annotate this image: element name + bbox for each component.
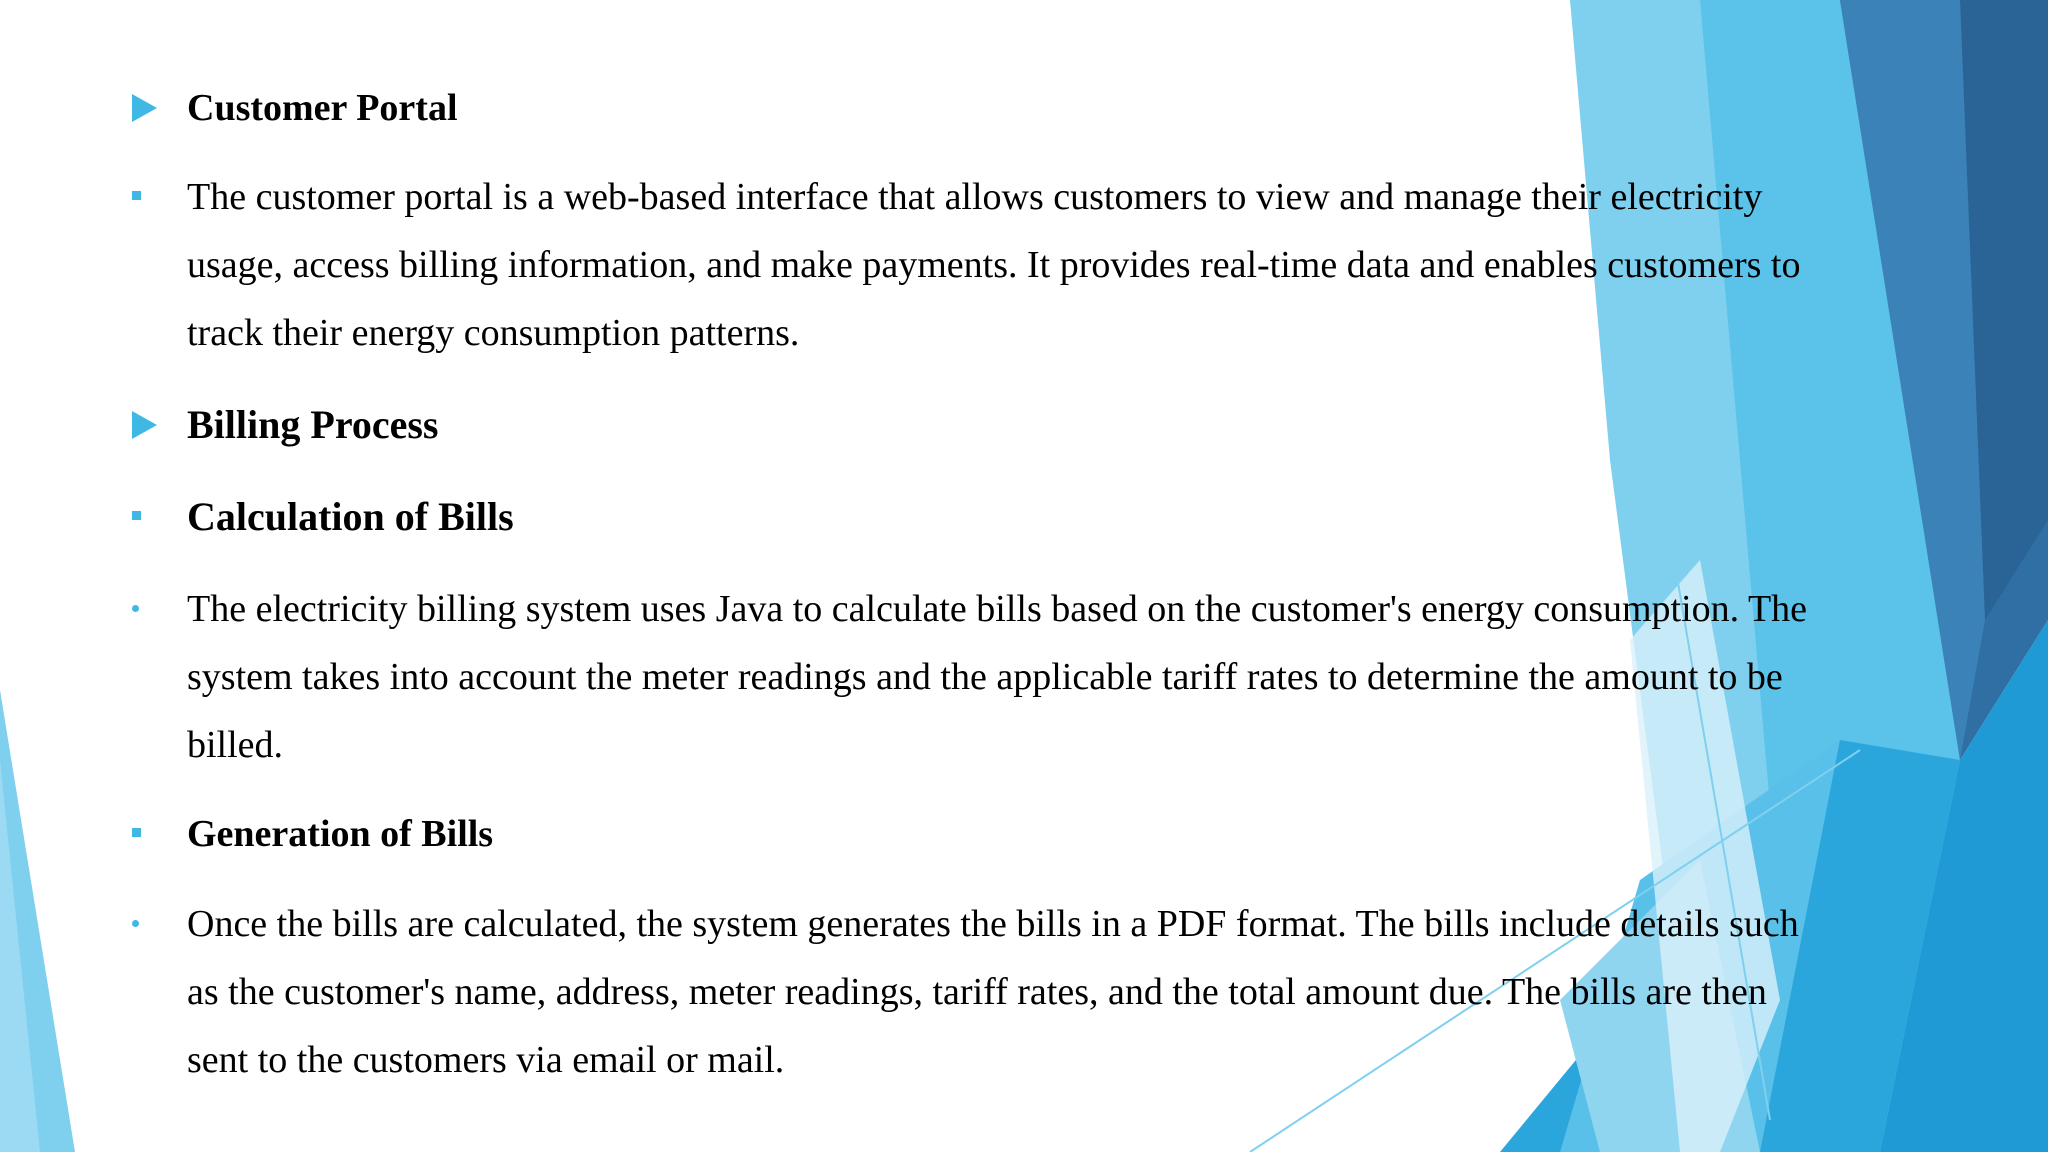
dot-bullet-icon <box>130 589 187 629</box>
paragraph-calculation-description <box>187 575 1807 779</box>
heading-generation-of-bills: Generation of Bills <box>187 813 494 855</box>
bullet-calculation-of-bills <box>130 494 1930 539</box>
text-line: The customer portal is a web-based interface that allows customers to view and manage their electricity <box>187 176 1763 218</box>
triangle-bullet-icon <box>130 88 187 128</box>
heading-calculation-of-bills: Calculation of Bills <box>187 494 514 539</box>
dot-bullet-icon <box>130 904 187 944</box>
paragraph-generation-description <box>187 890 1799 1094</box>
square-bullet-icon <box>130 497 187 537</box>
square-bullet-icon <box>130 177 187 217</box>
bullet-billing-process <box>130 402 1930 447</box>
text-line: billed. <box>187 724 284 766</box>
text-line: usage, access billing information, and make payments. It provides real-time data and enables customers to <box>187 244 1801 286</box>
text-line: sent to the customers via email or mail. <box>187 1039 785 1081</box>
bullet-customer-portal <box>130 88 1930 128</box>
bullet-generation-description <box>130 904 1930 1094</box>
bullet-portal-description <box>130 177 1930 367</box>
paragraph-portal-description <box>187 163 1800 367</box>
text-line: track their energy consumption patterns. <box>187 312 800 354</box>
text-line: The electricity billing system uses Java to calculate bills based on the customer's energy consumption. The <box>187 588 1808 630</box>
heading-billing-process: Billing Process <box>187 402 439 447</box>
bullet-generation-of-bills <box>130 814 1930 854</box>
heading-customer-portal: Customer Portal <box>187 87 458 129</box>
text-line: as the customer's name, address, meter readings, tariff rates, and the total amount due. The bills are then <box>187 971 1767 1013</box>
text-line: Once the bills are calculated, the system generates the bills in a PDF format. The bills include details such <box>187 903 1799 945</box>
square-bullet-icon <box>130 814 187 854</box>
text-line: system takes into account the meter readings and the applicable tariff rates to determine the amount to be <box>187 656 1783 698</box>
triangle-bullet-icon <box>130 405 187 445</box>
bullet-calculation-description <box>130 589 1930 779</box>
